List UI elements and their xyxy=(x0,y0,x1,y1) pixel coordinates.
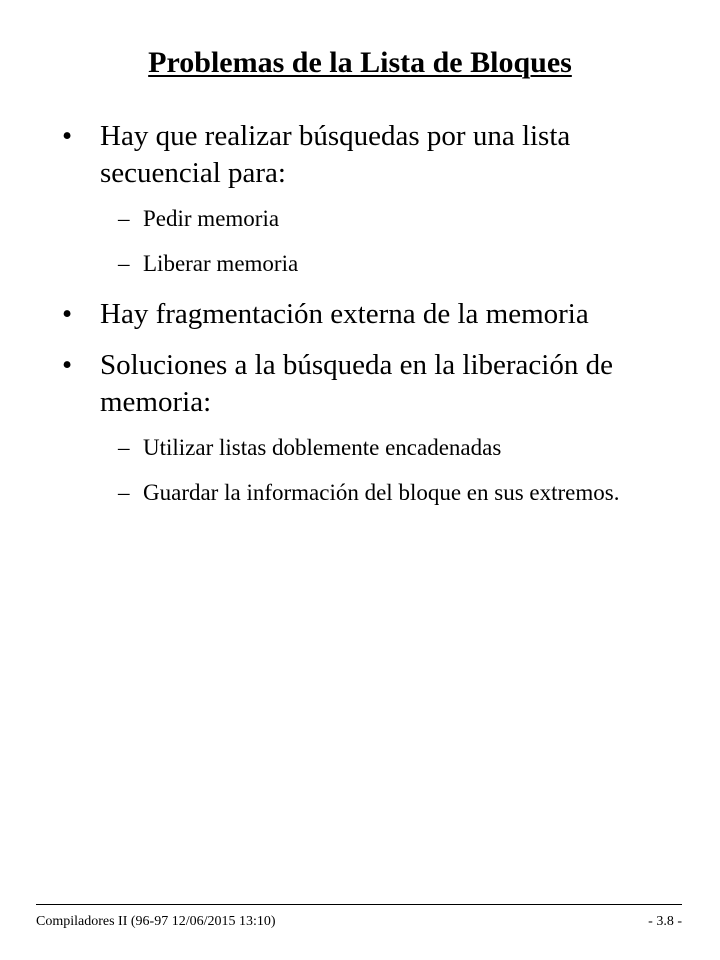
slide-title: Problemas de la Lista de Bloques xyxy=(148,46,572,79)
bullet-marker-icon: • xyxy=(62,120,73,152)
sub-item-text: Guardar la información del bloque en sus extremos. xyxy=(143,480,620,505)
bullet-text: Soluciones a la búsqueda en la liberación de memoria: xyxy=(100,349,613,418)
footer-course-info: Compiladores II (96-97 12/06/2015 13:10) xyxy=(36,914,276,929)
sub-list xyxy=(100,200,680,282)
bullet-item xyxy=(0,118,720,282)
dash-marker-icon: – xyxy=(118,251,130,276)
bullet-text: Hay fragmentación externa de la memoria xyxy=(100,298,589,330)
bullet-list xyxy=(0,118,720,525)
bullet-item xyxy=(0,296,720,333)
sub-item-text: Utilizar listas doblemente encadenadas xyxy=(143,435,502,460)
dash-marker-icon: – xyxy=(118,435,130,460)
bullet-text: Hay que realizar búsquedas por una lista secuencial para: xyxy=(100,120,571,189)
sub-item xyxy=(100,245,680,282)
footer-page-number: - 3.8 - xyxy=(648,914,682,929)
sub-item xyxy=(100,200,680,237)
sub-item xyxy=(100,429,680,466)
bullet-item xyxy=(0,347,720,511)
sub-list xyxy=(100,429,680,511)
dash-marker-icon: – xyxy=(118,206,130,231)
footer-divider xyxy=(36,904,682,905)
sub-item-text: Pedir memoria xyxy=(143,206,280,231)
sub-item xyxy=(100,474,680,511)
sub-item-text: Liberar memoria xyxy=(143,251,299,276)
bullet-marker-icon: • xyxy=(62,349,73,381)
bullet-marker-icon: • xyxy=(62,298,73,330)
dash-marker-icon: – xyxy=(118,480,130,505)
